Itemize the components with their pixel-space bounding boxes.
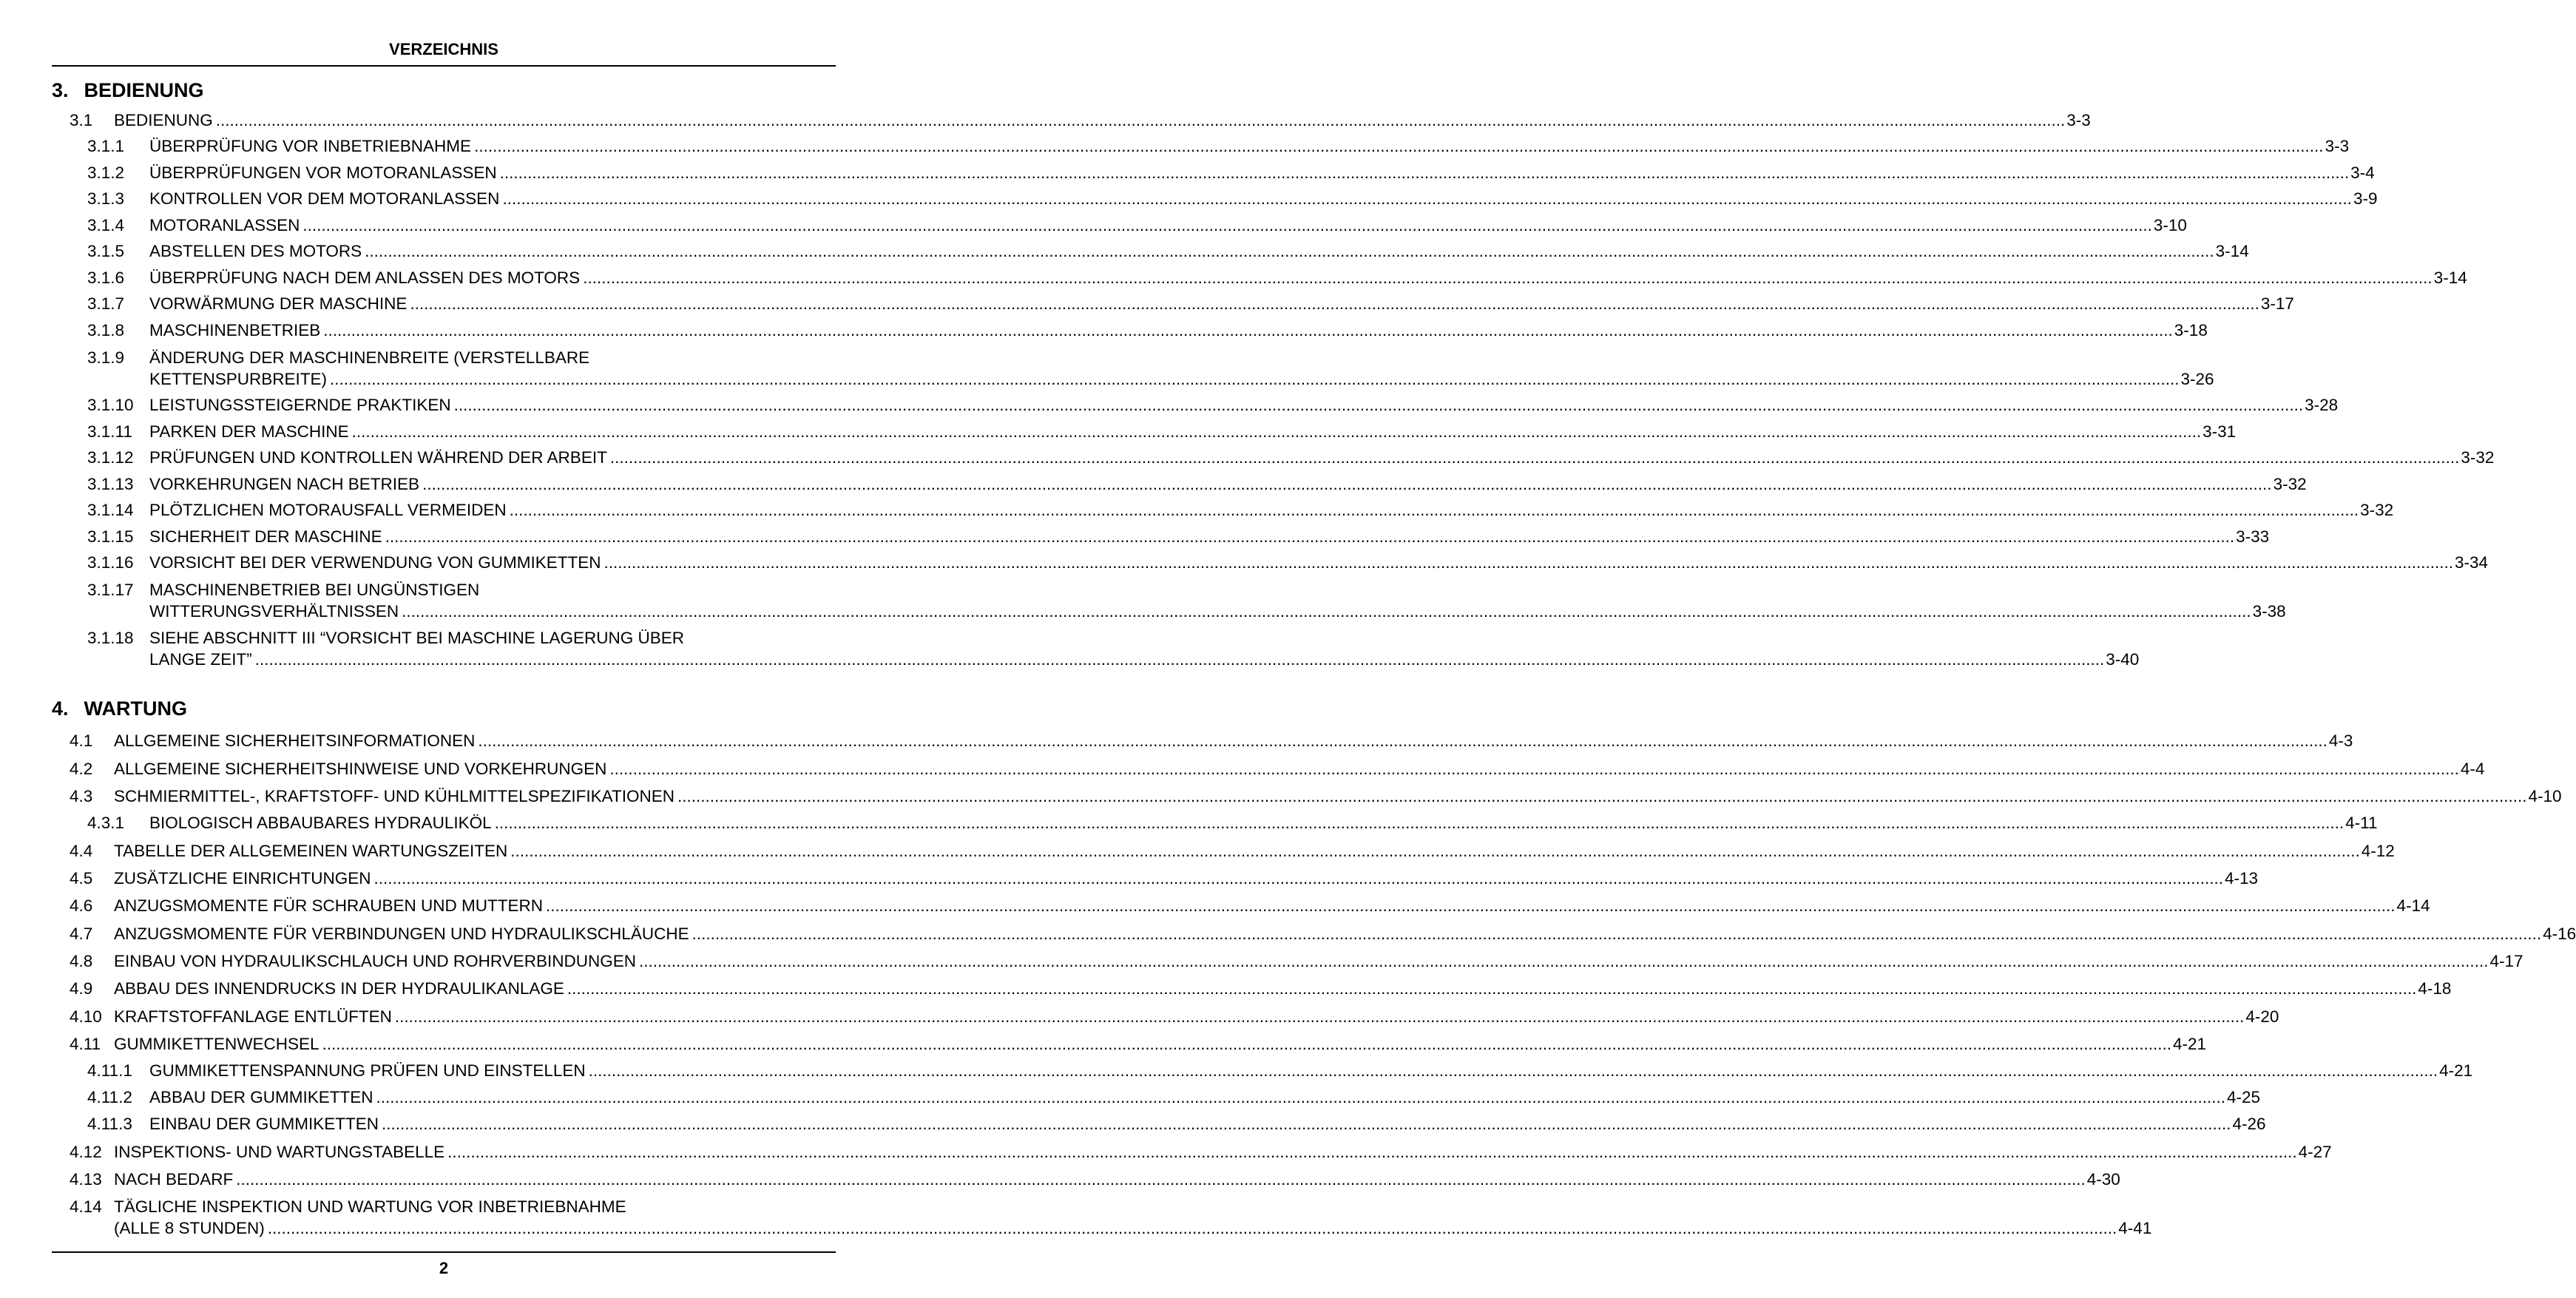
toc-entry-page: 3-33 [2236,527,2270,546]
toc-entry-number: 3.1.2 [87,163,125,182]
toc-entry-page: 3-14 [2433,268,2467,287]
toc-entry-number: 3.1.14 [87,501,134,519]
toc-entry-page: 3-32 [2273,475,2307,493]
dot-leader: ................................................................................................................................................................................................................................................................................................................................................................................................................ [502,189,2352,208]
toc-entry-title-line: TÄGLICHE INSPEKTION UND WARTUNG VOR INBETRIEBNAHME [114,1197,626,1216]
toc-entry-page: 4-25 [2227,1088,2261,1106]
toc-entry-number: 3.1.18 [87,629,134,647]
dot-leader: ................................................................................................................................................................................................................................................................................................................................................................................................................ [604,553,2453,572]
toc-entry-title: KRAFTSTOFFANLAGE ENTLÜFTEN [114,1007,392,1026]
toc-entry-number: 4.11 [70,1035,101,1053]
page-number: 2 [439,1259,449,1277]
dot-leader: ................................................................................................................................................................................................................................................................................................................................................................................................................ [330,370,2180,388]
dot-leader: ................................................................................................................................................................................................................................................................................................................................................................................................................ [322,1035,2172,1053]
toc-entry-page: 3-14 [2215,242,2249,260]
toc-entry-title: BIOLOGISCH ABBAUBARES HYDRAULIKÖL [149,814,492,832]
dot-leader: ................................................................................................................................................................................................................................................................................................................................................................................................................ [351,422,2202,441]
toc-entry-page: 3-31 [2203,422,2237,441]
toc-entry-title: PRÜFUNGEN UND KONTROLLEN WÄHREND DER ARBEIT [149,448,607,467]
dot-leader: ................................................................................................................................................................................................................................................................................................................................................................................................................ [692,925,2542,943]
dot-leader: ................................................................................................................................................................................................................................................................................................................................................................................................................ [494,814,2345,832]
section-title: WARTUNG [84,697,187,720]
toc-entry-page: 4-27 [2298,1143,2332,1161]
toc-entry-page: 4-3 [2328,731,2353,750]
toc-entry-title: ANZUGSMOMENTE FÜR VERBINDUNGEN UND HYDRAULIKSCHLÄUCHE [114,925,689,943]
toc-entry-page: 4-18 [2418,979,2452,998]
toc-entry-number: 4.4 [70,842,93,860]
toc-entry-page: 4-41 [2118,1219,2152,1237]
toc-entry-title: TABELLE DER ALLGEMEINEN WARTUNGSZEITEN [114,842,508,860]
dot-leader: ................................................................................................................................................................................................................................................................................................................................................................................................................ [402,602,2251,621]
toc-entry-title: ALLGEMEINE SICHERHEITSHINWEISE UND VORKEHRUNGEN [114,760,607,778]
dot-leader: ................................................................................................................................................................................................................................................................................................................................................................................................................ [638,952,2489,970]
toc-entry-title: PARKEN DER MASCHINE [149,422,349,441]
toc-entry-number: 4.3.1 [87,814,125,832]
dot-leader: ................................................................................................................................................................................................................................................................................................................................................................................................................ [394,1007,2245,1026]
toc-entry-page: 3-10 [2153,216,2187,234]
toc-entry-title: ABBAU DES INNENDRUCKS IN DER HYDRAULIKANLAGE [114,979,564,998]
toc-entry-page: 4-13 [2225,869,2259,888]
toc-entry-number: 4.9 [70,979,93,998]
toc-entry-title: ÜBERPRÜFUNG NACH DEM ANLASSEN DES MOTORS [149,268,581,287]
toc-entry-number: 4.1 [70,731,93,750]
toc-entry-title: GUMMIKETTENSPANNUNG PRÜFEN UND EINSTELLEN [149,1061,586,1080]
toc-entry-number: 3.1.17 [87,581,134,599]
toc-entry-page: 3-18 [2174,321,2208,339]
toc-entry-title: ZUSÄTZLICHE EINRICHTUNGEN [114,869,371,888]
toc-entry-number: 3.1.15 [87,527,134,546]
dot-leader: ................................................................................................................................................................................................................................................................................................................................................................................................................ [382,1115,2231,1133]
toc-entry-number: 4.5 [70,869,93,888]
toc-entry-page: 3-26 [2180,370,2214,388]
toc-entry-number: 3.1.12 [87,448,134,467]
toc-entry-page: 4-26 [2232,1115,2266,1133]
toc-entry-number: 3.1.8 [87,321,125,339]
toc-entry-number: 4.10 [70,1007,102,1026]
toc-entry-number: 3.1.7 [87,294,125,313]
dot-leader: ................................................................................................................................................................................................................................................................................................................................................................................................................ [583,268,2433,287]
dot-leader: ................................................................................................................................................................................................................................................................................................................................................................................................................ [588,1061,2438,1080]
toc-entry-title: INSPEKTIONS- UND WARTUNGSTABELLE [114,1143,445,1161]
toc-entry-page: 3-40 [2106,650,2140,669]
dot-leader: ................................................................................................................................................................................................................................................................................................................................................................................................................ [478,731,2327,750]
dot-leader: ................................................................................................................................................................................................................................................................................................................................................................................................................ [447,1143,2297,1161]
toc-entry-number: 4.11.2 [87,1088,132,1106]
toc-entry-page: 3-3 [2066,111,2091,129]
toc-entry-page: 4-11 [2345,814,2378,832]
dot-leader: ................................................................................................................................................................................................................................................................................................................................................................................................................ [509,501,2359,519]
toc-entry-title: LEISTUNGSSTEIGERNDE PRAKTIKEN [149,396,451,414]
toc-entry-page: 4-21 [2439,1061,2473,1080]
toc-entry-page: 3-32 [2461,448,2495,467]
toc-entry-title: ABBAU DER GUMMIKETTEN [149,1088,373,1106]
dot-leader: ................................................................................................................................................................................................................................................................................................................................................................................................................ [453,396,2304,414]
dot-leader: ................................................................................................................................................................................................................................................................................................................................................................................................................ [365,242,2214,260]
toc-entry-number: 4.6 [70,896,93,915]
toc-entry-number: 4.3 [70,787,93,805]
toc-entry-page: 4-4 [2460,760,2485,778]
toc-entry-number: 4.7 [70,925,93,943]
toc-entry-title: ABSTELLEN DES MOTORS [149,242,362,260]
dot-leader: ................................................................................................................................................................................................................................................................................................................................................................................................................ [510,842,2360,860]
toc-entry-title: EINBAU VON HYDRAULIKSCHLAUCH UND ROHRVERBINDUNGEN [114,952,636,970]
toc-entry-number: 3.1.4 [87,216,125,234]
toc-entry-title: GUMMIKETTENWECHSEL [114,1035,320,1053]
toc-entry-title: BEDIENUNG [114,111,213,129]
toc-entry-title: KETTENSPURBREITE) [149,370,328,388]
dot-leader: ................................................................................................................................................................................................................................................................................................................................................................................................................ [546,896,2396,915]
toc-entry-page: 4-30 [2086,1170,2120,1189]
toc-entry-page: 4-12 [2361,842,2395,860]
toc-entry-number: 4.13 [70,1170,102,1189]
toc-entry-title: VORKEHRUNGEN NACH BETRIEB [149,475,420,493]
toc-entry-title: NACH BEDARF [114,1170,234,1189]
toc-entry-title: ALLGEMEINE SICHERHEITSINFORMATIONEN [114,731,476,750]
dot-leader: ................................................................................................................................................................................................................................................................................................................................................................................................................ [567,979,2417,998]
toc-entry-title: LANGE ZEIT” [149,650,252,669]
toc-entry-title: MASCHINENBETRIEB [149,321,321,339]
toc-entry-number: 4.11.3 [87,1115,132,1133]
toc-entry-title: WITTERUNGSVERHÄLTNISSEN [149,602,399,621]
toc-entry-title: SICHERHEIT DER MASCHINE [149,527,382,546]
toc-entry-title-line: MASCHINENBETRIEB BEI UNGÜNSTIGEN [149,581,480,599]
toc-entry-number: 3.1.9 [87,348,125,367]
toc-entry-title: VORWÄRMUNG DER MASCHINE [149,294,408,313]
dot-leader: ................................................................................................................................................................................................................................................................................................................................................................................................................ [215,111,2066,129]
dot-leader: ................................................................................................................................................................................................................................................................................................................................................................................................................ [376,1088,2226,1106]
toc-entry-number: 4.11.1 [87,1061,132,1080]
dot-leader: ................................................................................................................................................................................................................................................................................................................................................................................................................ [609,448,2460,467]
dot-leader: ................................................................................................................................................................................................................................................................................................................................................................................................................ [499,163,2350,182]
toc-entry-number: 4.14 [70,1197,102,1216]
toc-entry-number: 3.1.13 [87,475,134,493]
dot-leader: ................................................................................................................................................................................................................................................................................................................................................................................................................ [254,650,2105,669]
toc-entry-title: VORSICHT BEI DER VERWENDUNG VON GUMMIKETTEN [149,553,601,572]
toc-entry-page: 3-32 [2360,501,2394,519]
toc-entry-page: 4-21 [2173,1035,2207,1053]
toc-entry-title-line: ÄNDERUNG DER MASCHINENBREITE (VERSTELLBARE [149,348,590,367]
toc-entry-number: 3.1.6 [87,268,125,287]
footer-rule [52,1251,836,1253]
toc-entry-title: ANZUGSMOMENTE FÜR SCHRAUBEN UND MUTTERN [114,896,544,915]
dot-leader: ................................................................................................................................................................................................................................................................................................................................................................................................................ [474,137,2324,155]
toc-entry-page: 4-14 [2396,896,2430,915]
toc-entry-page: 3-4 [2350,163,2375,182]
dot-leader: ................................................................................................................................................................................................................................................................................................................................................................................................................ [422,475,2272,493]
toc-entry-title: ÜBERPRÜFUNGEN VOR MOTORANLASSEN [149,163,497,182]
dot-leader: ................................................................................................................................................................................................................................................................................................................................................................................................................ [323,321,2173,339]
toc-entry-number: 3.1.11 [87,422,132,441]
dot-leader: ................................................................................................................................................................................................................................................................................................................................................................................................................ [236,1170,2086,1189]
dot-leader: ................................................................................................................................................................................................................................................................................................................................................................................................................ [385,527,2235,546]
toc-entry-page: 3-9 [2353,189,2378,208]
toc-entry-title: (ALLE 8 STUNDEN) [114,1219,265,1237]
dot-leader: ................................................................................................................................................................................................................................................................................................................................................................................................................ [677,787,2527,805]
toc-entry-title: KONTROLLEN VOR DEM MOTORANLASSEN [149,189,500,208]
toc-entry-page: 3-38 [2252,602,2286,621]
toc-entry-page: 4-17 [2489,952,2523,970]
toc-entry-number: 4.12 [70,1143,102,1161]
toc-entry-page: 4-16 [2543,925,2576,943]
toc-entry-title: ÜBERPRÜFUNG VOR INBETRIEBNAHME [149,137,472,155]
toc-entry-page: 4-20 [2245,1007,2279,1026]
toc-entry-number: 3.1.1 [87,137,125,155]
toc-entry-number: 3.1.3 [87,189,125,208]
toc-entry-number: 4.8 [70,952,93,970]
dot-leader: ................................................................................................................................................................................................................................................................................................................................................................................................................ [267,1219,2117,1237]
toc-entry-page: 3-34 [2454,553,2489,572]
section-number: 4. [52,697,69,720]
toc-entry-title: EINBAU DER GUMMIKETTEN [149,1115,379,1133]
toc-entry-number: 3.1.10 [87,396,134,414]
toc-entry-page: 3-17 [2260,294,2294,313]
dot-leader: ................................................................................................................................................................................................................................................................................................................................................................................................................ [373,869,2224,888]
toc-entry-title: MOTORANLASSEN [149,216,300,234]
toc-entry-title: SCHMIERMITTEL-, KRAFTSTOFF- UND KÜHLMITTELSPEZIFIKATIONEN [114,787,675,805]
toc-entry-title-line: SIEHE ABSCHNITT III “VORSICHT BEI MASCHINE LAGERUNG ÜBER [149,629,685,647]
toc-entry-page: 3-28 [2305,396,2339,414]
toc-entry-number: 4.2 [70,760,93,778]
toc-entry-number: 3.1 [70,111,93,129]
toc-entry-number: 3.1.5 [87,242,125,260]
toc-entry-page: 3-3 [2325,137,2350,155]
page-header-title: VERZEICHNIS [389,40,498,58]
toc-entry-page: 4-10 [2528,787,2562,805]
dot-leader: ................................................................................................................................................................................................................................................................................................................................................................................................................ [302,216,2152,234]
toc-entry-number: 3.1.16 [87,553,134,572]
dot-leader: ................................................................................................................................................................................................................................................................................................................................................................................................................ [410,294,2259,313]
section-title: BEDIENUNG [84,79,204,101]
dot-leader: ................................................................................................................................................................................................................................................................................................................................................................................................................ [609,760,2459,778]
toc-entry-title: PLÖTZLICHEN MOTORAUSFALL VERMEIDEN [149,501,507,519]
section-number: 3. [52,79,69,101]
